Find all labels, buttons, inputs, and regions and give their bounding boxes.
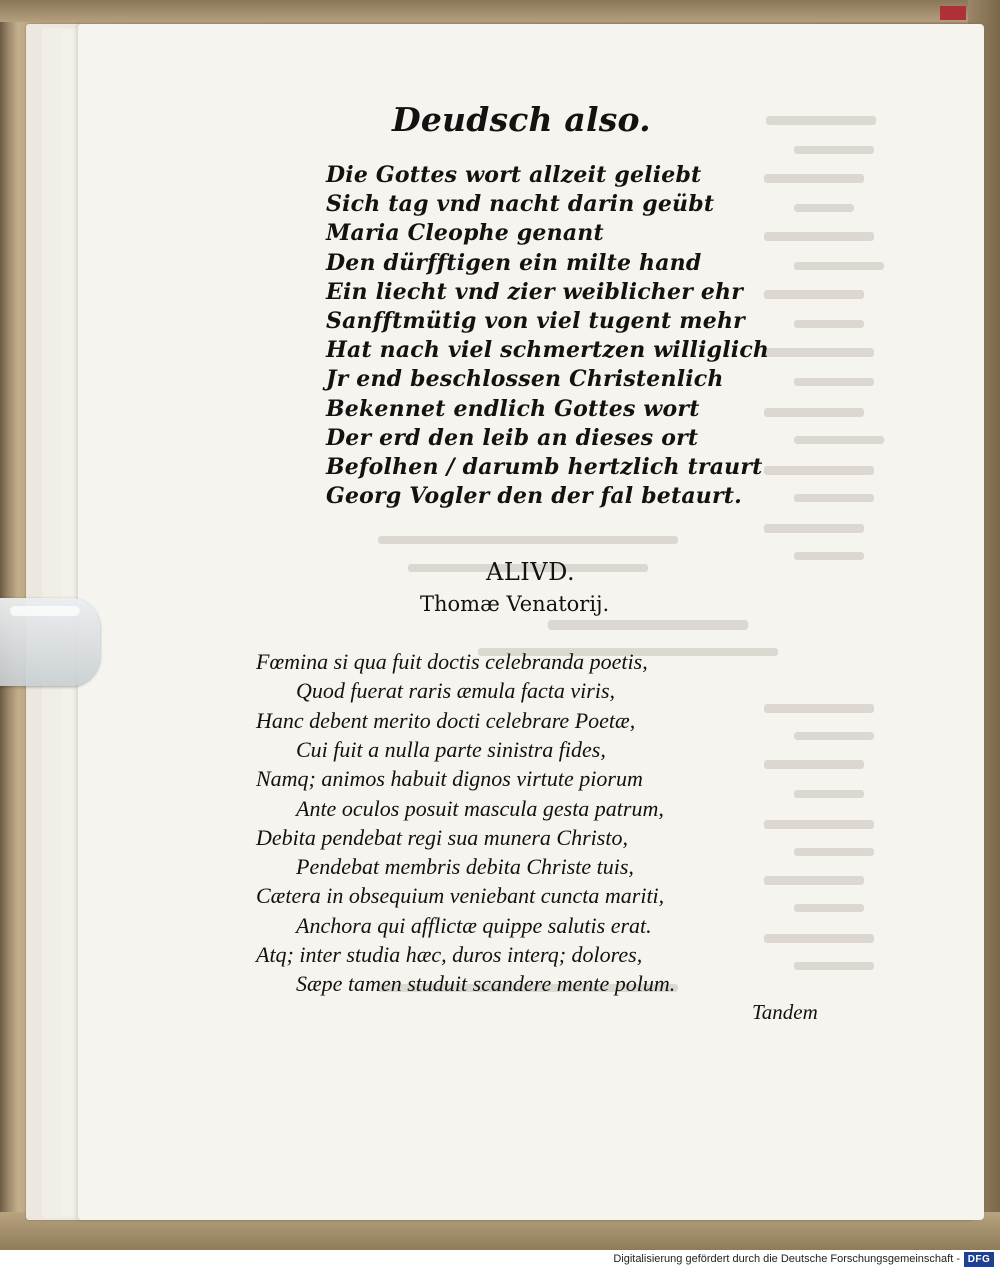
german-verse-line: Die Gottes wort allzeit geliebt	[326, 162, 702, 188]
german-verse-line: Jr end beschlossen Christenlich	[326, 366, 724, 393]
latin-pentameter-line: Ante oculos posuit mascula gesta patrum,	[296, 795, 664, 821]
german-verse-line: Der erd den leib an dieses ort	[326, 424, 699, 451]
latin-hexameter-line: Atq; inter studia hæc, duros interq; dolores,	[256, 942, 643, 967]
latin-hexameter-line: Namq; animos habuit dignos virtute piorum	[256, 766, 643, 792]
latin-pentameter-line: Quod fuerat raris æmula facta viris,	[296, 678, 616, 704]
german-verse-line: Ein liecht vnd zier weiblicher ehr	[326, 278, 744, 305]
german-verse-line: Maria Cleophe genant	[326, 220, 604, 247]
latin-pentameter-line: Anchora qui afflictæ quippe salutis erat.	[296, 912, 652, 938]
latin-hexameter-line: Hanc debent merito docti celebrare Poetæ,	[256, 707, 636, 733]
page-heading: Deudsch also.	[392, 100, 651, 139]
german-verse-line: Sanfftmütig von viel tugent mehr	[326, 308, 745, 334]
german-verse-line: Bekennet endlich Gottes wort	[326, 395, 700, 422]
latin-hexameter-line: Fœmina si qua fuit doctis celebranda poetis,	[256, 649, 648, 674]
aliud-heading: ALIVD.	[486, 558, 576, 586]
latin-pentameter-line: Cui fuit a nulla parte sinistra fides,	[296, 736, 606, 762]
german-verse-line: Den dürfftigen ein milte hand	[326, 249, 702, 276]
dfg-logo: DFG	[964, 1252, 994, 1267]
cover-top-edge	[0, 0, 1000, 22]
latin-pentameter-line: Sæpe tamen studuit scandere mente polum.	[296, 971, 676, 997]
german-verse-line: Sich tag vnd nacht darin geübt	[326, 191, 715, 218]
author-line: Thomæ Venatorij.	[420, 592, 610, 616]
footer-bar	[0, 1250, 1000, 1270]
latin-pentameter-line: Pendebat membris debita Christe tuis,	[296, 854, 634, 880]
footer-credit: Digitalisierung gefördert durch die Deutsche Forschungsgemeinschaft -	[613, 1253, 960, 1265]
german-verse-line: Befolhen / darumb hertzlich traurt	[326, 454, 763, 480]
clip-highlight	[10, 606, 80, 616]
latin-hexameter-line: Cætera in obsequium veniebant cuncta mariti,	[256, 883, 665, 909]
red-bookmark	[940, 6, 966, 20]
latin-hexameter-line: Debita pendebat regi sua munera Christo,	[256, 824, 628, 850]
german-verse-line: Hat nach viel schmertzen williglich	[326, 337, 770, 364]
catchword: Tandem	[752, 1000, 818, 1024]
plastic-page-clip	[0, 598, 100, 686]
german-verse-line: Georg Vogler den der fal betaurt.	[326, 483, 743, 510]
